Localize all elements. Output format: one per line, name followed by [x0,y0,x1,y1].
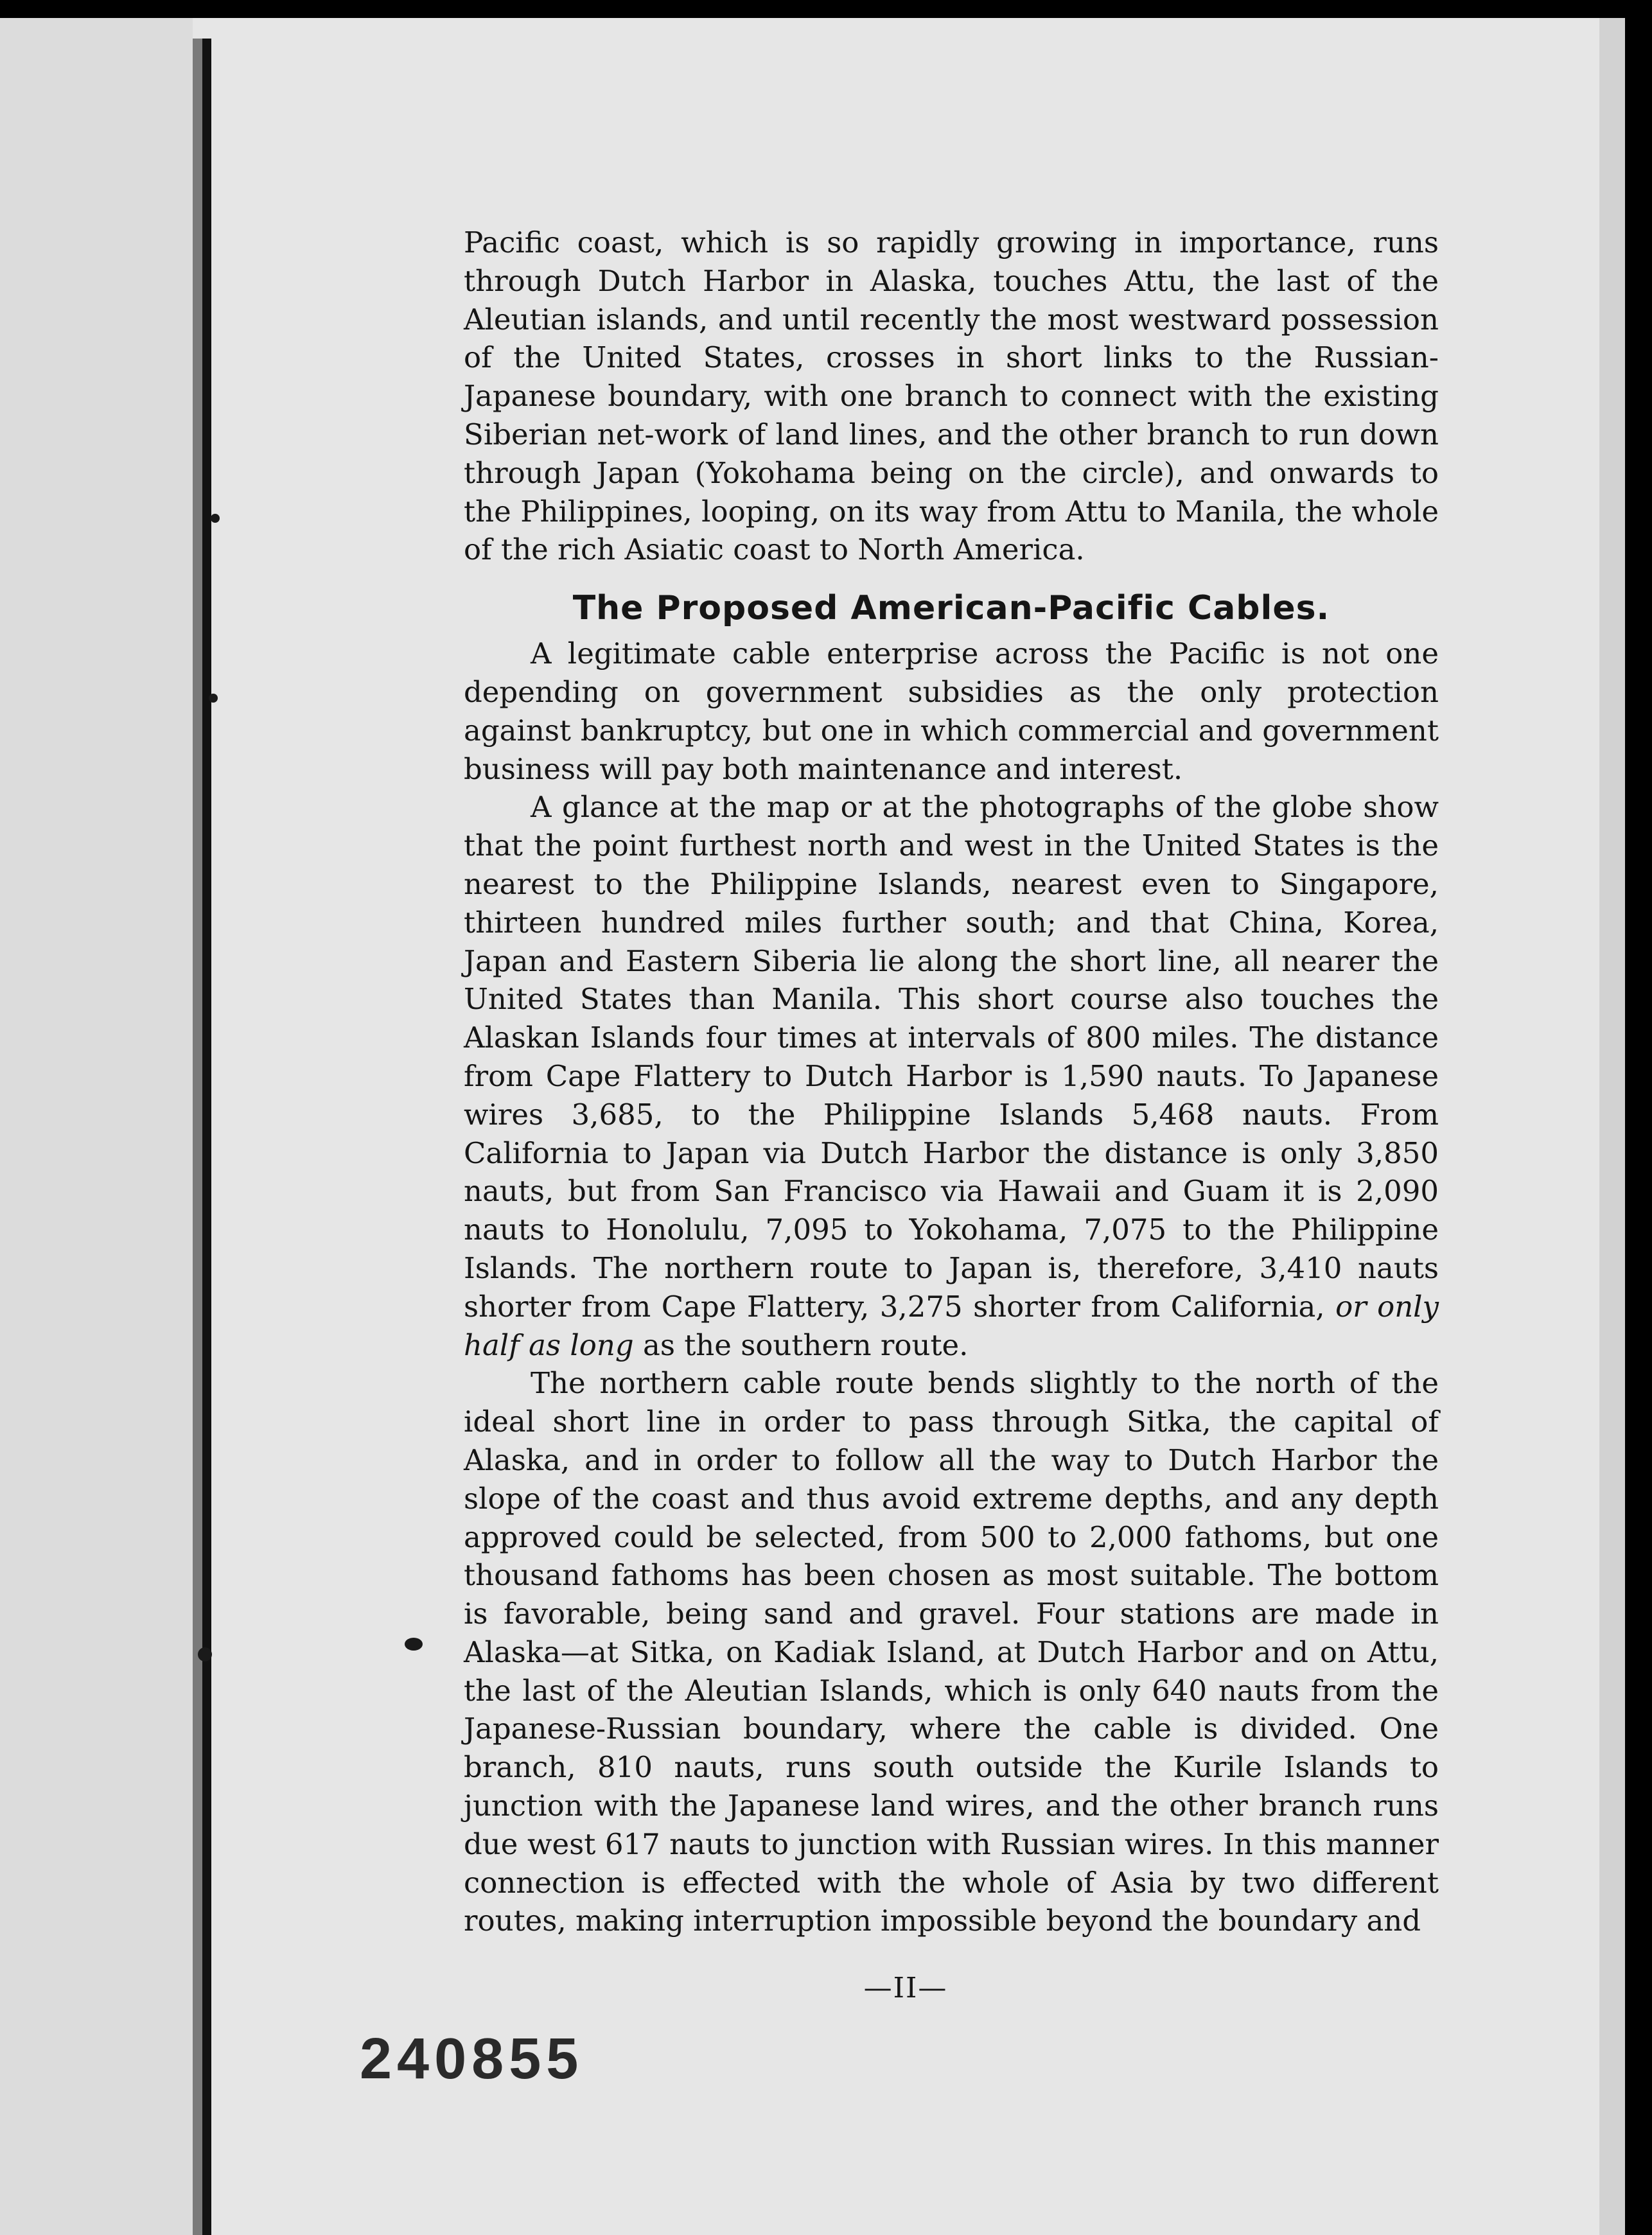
margin-arrow-mark [211,514,220,523]
emphasized-text: or only half as long [464,1289,1439,1362]
paragraph-text: as the southern route. [642,1328,969,1362]
binding-fold [202,39,211,2235]
binding-shadow [193,39,202,2235]
margin-arrow-mark [198,1647,212,1661]
section-heading: The Proposed American-Pacific Cables. [572,589,1330,628]
margin-arrow-mark [209,694,218,703]
facing-page-margin [0,18,193,2235]
body-paragraph: The northern cable route bends slightly to the north of the ideal short line in order to pass through Sitka, the capital of Alaska, and in order to follow all the way to Dutch Harbor the slope of the coast and thus avoid extreme depths, and any depth approved could be selected, from 500 to 2,000 fathoms, but one thousand fathoms has been chosen as most suitable. The bottom is favorable, being sand and gravel. Four stations are made in Alaska—at Sitka, on Kadiak Island, at Dutch Harbor and on Attu, the last of the Aleutian Islands, which is only 640 nauts from the Japanese-Russian boundary, where the cable is divided. One branch, 810 nauts, runs south outside the Kurile Islands to junction with the Japanese land wires, and the other branch runs due west 617 nauts to junction with Russian wires. In this manner connection is effected with the whole of Asia by two different routes, making interruption impossible beyond the boundary and [464,1366,1439,1938]
page-right-edge [1599,18,1625,2235]
body-paragraph [464,788,1439,1364]
catalog-number-stamp: 240855 [360,2027,584,2091]
paragraph-text: A glance at the map or at the photographs of the globe show that the point furthest north and west in the United States is the nearest to the Philippine Islands, nearest even to Singapore, thirteen hundred miles further south; and that China, Korea, Japan and Eastern Siberia lie along the short line, all nearer the United States than Manila. This short course also touches the Alaskan Islands four times at intervals of 800 miles. The distance from Cape Flattery to Dutch Harbor is 1,590 nauts. To Japanese wires 3,685, to the Philippine Islands 5,468 nauts. From California to Japan via Dutch Harbor the distance is only 3,850 nauts, but from San Francisco via Hawaii and Guam it is 2,090 nauts to Honolulu, 7,095 to Yokohama, 7,075 to the Philippine Islands. The northern route to Japan is, therefore, 3,410 nauts shorter from Cape Flattery, 3,275 shorter from California, [464,790,1439,1324]
ink-blot [405,1638,423,1651]
body-paragraph: Pacific coast, which is so rapidly growing in importance, runs through Dutch Harbor in Alaska, touches Attu, the last of the Aleutian islands, and until recently the most westward possession of the United States, crosses in short links to the Russian-Japanese boundary, with one branch to connect with the existing Siberian net-work of land lines, and the other branch to run down through Japan (Yokohama being on the circle), and onwards to the Philippines, looping, on its way from Attu to Manila, the whole of the rich Asiatic coast to North America. [464,225,1439,567]
page-number: —II— [863,1972,948,2004]
page-body [464,224,1439,1940]
body-paragraph: A legitimate cable enterprise across the Pacific is not one depending on government subsidies as the only protection against bankruptcy, but one in which commercial and government business will pay both maintenance and interest. [464,636,1439,786]
